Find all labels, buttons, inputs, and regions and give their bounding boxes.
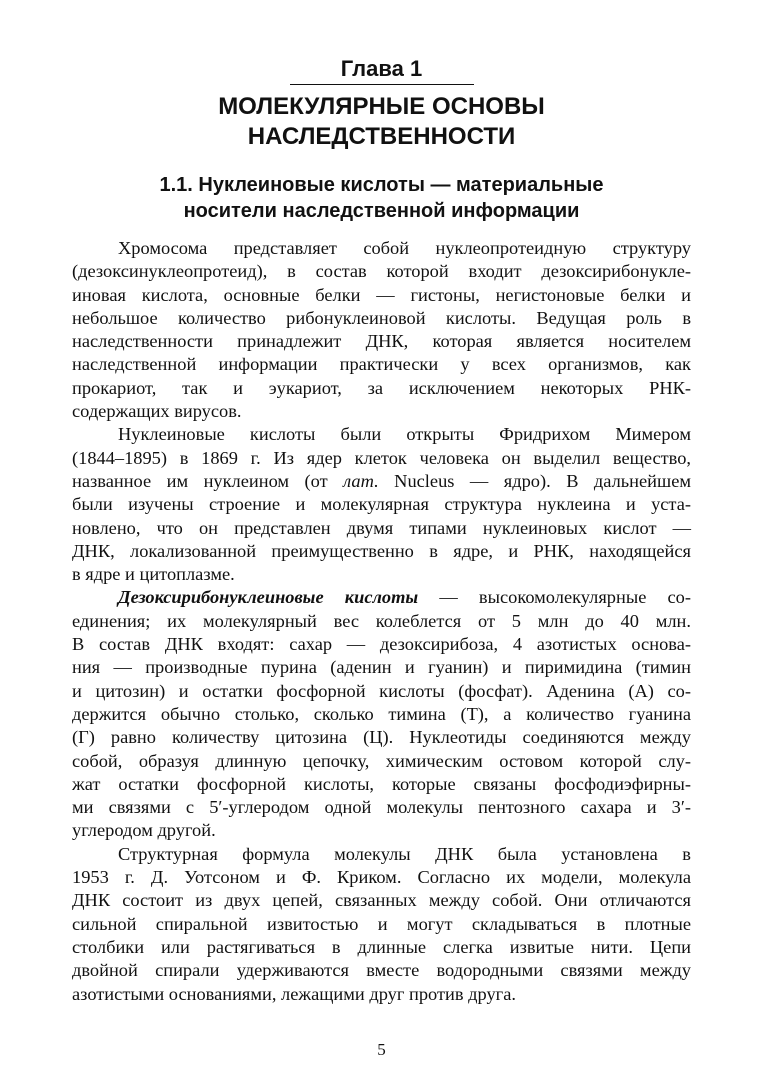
section-heading-line: 1.1. Нуклеиновые кислоты — материальные: [159, 174, 604, 196]
text-line: 1953 г. Д. Уотсоном и Ф. Криком. Согласно их модели, молекула: [72, 867, 691, 888]
text-line: и цитозин) и остатки фосфорной кислоты (фосфат). Аденина (А) со-: [72, 680, 691, 701]
text-line: ДНК, локализованной преимущественно в ядре, и РНК, находящейся: [72, 540, 691, 561]
text-line: столбики или растягиваться в длинные слегка извитые нити. Цепи: [72, 936, 691, 957]
text-line: ния — производные пурина (аденин и гуанин) и пиримидина (тимин: [72, 657, 691, 678]
text-line: иновая кислота, основные белки — гистоны, негистоновые белки и: [72, 284, 691, 305]
text-line: углеродом другой.: [72, 820, 216, 841]
chapter-label: Глава 1: [340, 56, 423, 81]
text-line: наследственной информации практически у всех организмов, как: [72, 354, 691, 375]
text-line: двойной спирали удерживаются вместе водородными связями между: [72, 960, 691, 981]
text-line: Нуклеиновые кислоты были открыты Фридрихом Мимером: [118, 424, 691, 445]
text-line: (Г) равно количеству цитозина (Ц). Нуклеотиды соединяются между: [72, 727, 691, 748]
text-line: содержащих вирусов.: [72, 401, 242, 422]
chapter-title: [0, 92, 763, 152]
body-text: [72, 237, 691, 1006]
section-heading: [0, 172, 763, 224]
text-line: сильной спиральной извитостью и могут складываться в плотные: [72, 913, 691, 934]
text-line: новлено, что он представлен двумя типами нуклеиновых кислот —: [72, 517, 691, 538]
chapter-title-line: МОЛЕКУЛЯРНЫЕ ОСНОВЫ: [218, 93, 545, 120]
chapter-title-line: НАСЛЕДСТВЕННОСТИ: [247, 123, 516, 150]
text-line: единения; их молекулярный вес колеблется от 5 млн до 40 млн.: [72, 610, 691, 631]
text-line: (дезоксинуклеопротеид), в состав которой входит дезоксирибонукле-: [72, 261, 691, 282]
text-line: наследственности принадлежит ДНК, которая является носителем: [72, 331, 691, 352]
text-line: небольшое количество рибонуклеиновой кислоты. Ведущая роль в: [72, 307, 691, 328]
text-line: (1844–1895) в 1869 г. Из ядер клеток человека он выделил вещество,: [72, 447, 691, 468]
text-line: Структурная формула молекулы ДНК была установлена в: [118, 843, 691, 864]
text-line: ДНК состоит из двух цепей, связанных между собой. Они отличаются: [72, 890, 691, 911]
text-line: прокариот, так и эукариот, за исключением некоторых РНК-: [72, 377, 691, 398]
page-number: 5: [377, 1040, 386, 1059]
text-line: Хромосома представляет собой нуклеопротеидную структуру: [118, 238, 691, 258]
text-line: Дезоксирибонуклеиновые кислоты — высокомолекулярные со-: [118, 587, 692, 608]
chapter-underline: [290, 84, 474, 85]
text-line: собой, образуя длинную цепочку, химическим остовом которой слу-: [72, 750, 691, 771]
text-line: держится обычно столько, сколько тимина (Т), а количество гуанина: [72, 703, 691, 724]
section-heading-line: носители наследственной информации: [183, 200, 580, 222]
text-line: В состав ДНК входят: сахар — дезоксирибоза, 4 азотистых основа-: [72, 634, 691, 655]
text-line: в ядре и цитоплазме.: [72, 564, 235, 585]
text-line: жат остатки фосфорной кислоты, которые связаны фосфодиэфирны-: [72, 773, 691, 794]
text-line: ми связями с 5′-углеродом одной молекулы пентозного сахара и 3′-: [72, 797, 691, 818]
text-line: азотистыми основаниями, лежащими друг против друга.: [72, 983, 516, 1004]
text-line: были изучены строение и молекулярная структура нуклеина и уста-: [72, 494, 691, 515]
text-line: названное им нуклеином (от лат. Nucleus — ядро). В дальнейшем: [72, 470, 691, 491]
